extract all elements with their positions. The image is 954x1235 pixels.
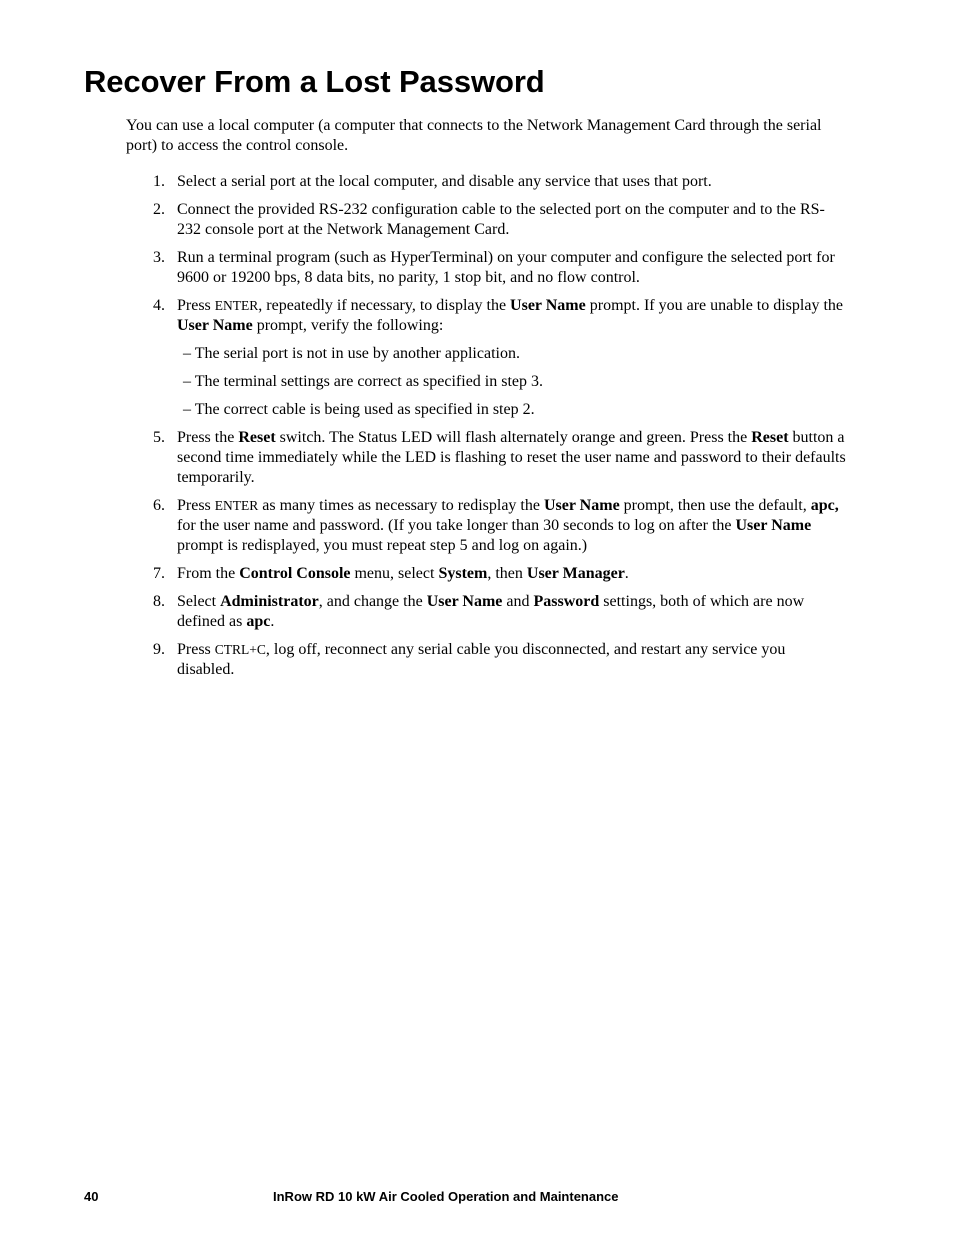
- step-text-run: prompt. If you are unable to display the: [585, 297, 843, 314]
- step-bold-term: Reset: [751, 429, 789, 446]
- step-text-run: switch. The Status LED will flash alternately orange and green. Press the: [275, 429, 752, 446]
- step-bold-term: User Name: [735, 517, 812, 534]
- verification-list: [177, 344, 846, 420]
- step-number: 3.: [153, 249, 165, 266]
- step-bold-term: System: [438, 565, 488, 582]
- step-item: [126, 172, 846, 192]
- step-item: [126, 564, 846, 584]
- step-text-run: Select: [177, 593, 221, 610]
- step-item: [126, 640, 846, 680]
- step-text-run: , repeatedly if necessary, to display the: [258, 297, 511, 314]
- step-item: [126, 496, 846, 556]
- verification-item: – The correct cable is being used as specified in step 2.: [183, 401, 535, 418]
- step-text-run: as many times as necessary to redisplay the: [258, 497, 544, 514]
- step-bold-term: Control Console: [239, 565, 351, 582]
- step-number: 6.: [153, 497, 165, 514]
- step-text: [177, 296, 846, 336]
- step-text-run: button a second time immediately while the LED is flashing to reset the user name and password to their defaults temporarily.: [177, 429, 846, 486]
- page-title: Recover From a Lost Password: [84, 64, 545, 99]
- step-text: [177, 428, 846, 488]
- step-bold-term: User Name: [510, 297, 586, 314]
- step-text: [177, 200, 846, 240]
- step-text-run: Press: [177, 497, 215, 514]
- step-text: [177, 496, 846, 556]
- step-bold-term: User Manager: [526, 565, 625, 582]
- step-text-run: Press the: [177, 429, 239, 446]
- step-bold-term: apc,: [810, 497, 839, 514]
- step-text-run: , then: [487, 565, 527, 582]
- step-bold-term: User Name: [543, 497, 620, 514]
- step-text-run: prompt is redisplayed, you must repeat step 5 and log on again.): [177, 537, 588, 554]
- step-text: [177, 172, 846, 192]
- step-text-run: Run a terminal program (such as HyperTerminal) on your computer and configure the selected port for 9600 or 19200 bps, 8 data bits, no parity, 1 stop bit, and no flow control.: [177, 249, 835, 286]
- step-text-run: From the: [177, 565, 240, 582]
- step-text-run: Press: [177, 297, 215, 314]
- step-number: 1.: [153, 173, 165, 190]
- step-text-run: Press: [177, 641, 215, 658]
- step-number: 5.: [153, 429, 165, 446]
- step-bold-term: Reset: [238, 429, 276, 446]
- step-item: [126, 248, 846, 288]
- step-number: 4.: [153, 297, 165, 314]
- step-bold-term: apc: [246, 613, 271, 630]
- step-text-run: Connect the provided RS-232 configuration cable to the selected port on the computer and to the RS-232 console port at the Network Management Card.: [177, 201, 825, 238]
- step-number: 2.: [153, 201, 165, 218]
- step-number: 7.: [153, 565, 165, 582]
- footer-document-title: InRow RD 10 kW Air Cooled Operation and Maintenance: [273, 1189, 619, 1204]
- step-text-run: prompt, verify the following:: [252, 317, 444, 334]
- step-number: 9.: [153, 641, 165, 658]
- step-text-run: , log off, reconnect any serial cable you disconnected, and restart any service you disabled.: [177, 641, 786, 678]
- step-item: [126, 428, 846, 488]
- step-text-run: ENTER: [214, 298, 259, 313]
- step-bold-term: Administrator: [220, 593, 319, 610]
- step-text-run: menu, select: [350, 565, 439, 582]
- step-text-run: .: [624, 565, 629, 582]
- step-text-run: for the user name and password. (If you take longer than 30 seconds to log on after the: [177, 517, 736, 534]
- procedure-steps: [126, 172, 846, 688]
- step-text: [177, 248, 846, 288]
- step-text-run: Select a serial port at the local computer, and disable any service that uses that port.: [177, 173, 712, 190]
- step-text-run: and: [502, 593, 534, 610]
- step-text-run: ENTER: [214, 498, 259, 513]
- step-text: [177, 592, 846, 632]
- step-text-run: , and change the: [318, 593, 427, 610]
- step-item: [126, 592, 846, 632]
- verification-item: – The serial port is not in use by another application.: [183, 345, 520, 362]
- verification-item: – The terminal settings are correct as specified in step 3.: [183, 373, 544, 390]
- step-item: [126, 200, 846, 240]
- step-text: [177, 640, 846, 680]
- step-number: 8.: [153, 593, 165, 610]
- step-bold-term: User Name: [177, 317, 253, 334]
- step-text-run: .: [270, 613, 275, 630]
- step-text-run: settings, both of which are now defined as: [177, 593, 805, 630]
- step-bold-term: Password: [533, 593, 600, 610]
- page-number: 40: [84, 1189, 99, 1204]
- step-bold-term: User Name: [426, 593, 503, 610]
- step-text-run: prompt, then use the default,: [619, 497, 811, 514]
- intro-paragraph: You can use a local computer (a computer that connects to the Network Management Card through the serial port) to access the control console.: [126, 117, 822, 154]
- step-text: [177, 564, 846, 584]
- step-item: [126, 296, 846, 420]
- page-footer: [0, 1189, 954, 1209]
- step-text-run: CTRL+C: [214, 642, 266, 657]
